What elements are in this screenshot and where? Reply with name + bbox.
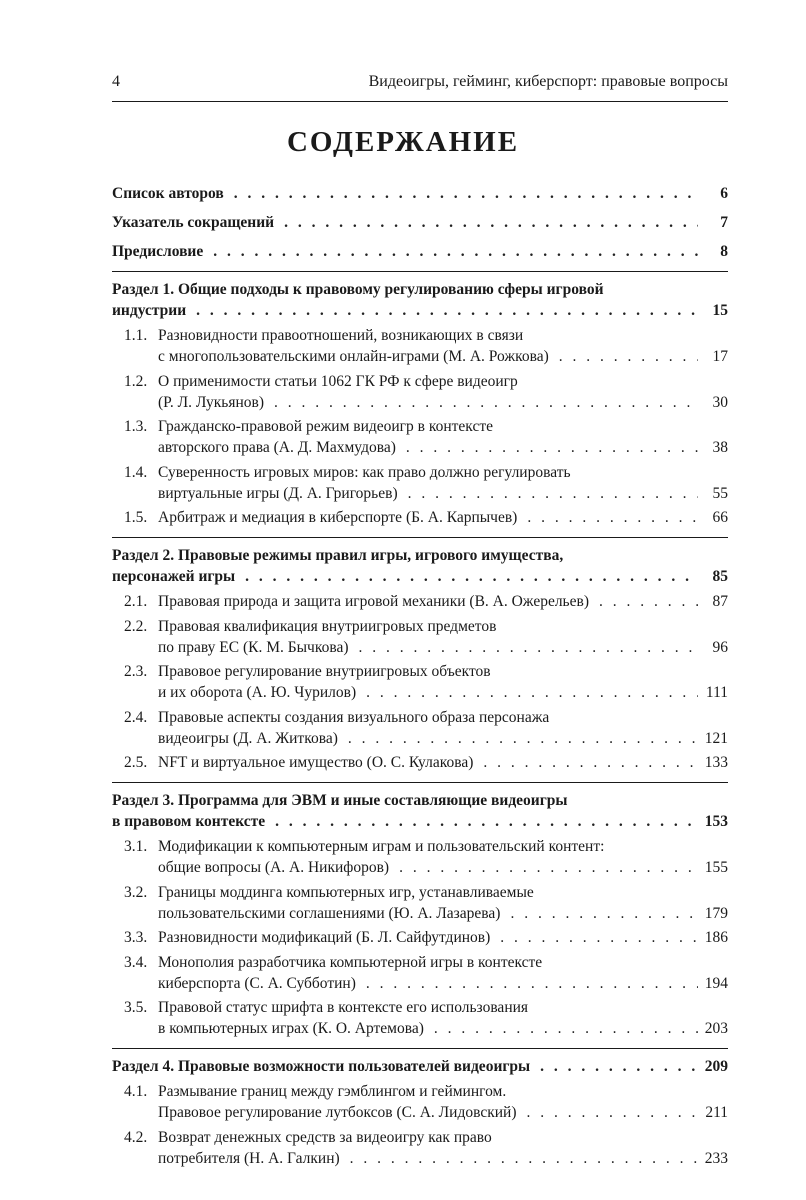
dot-leader bbox=[350, 1148, 698, 1169]
toc-entry-leader-line bbox=[112, 183, 728, 204]
chapter-title bbox=[158, 752, 728, 773]
toc-entry-page: 38 bbox=[712, 439, 728, 456]
toc-section-line: Раздел 3. Программа для ЭВМ и иные составляющие видеоигры bbox=[112, 792, 568, 809]
toc-entry-text: Правовая природа и защита игровой механики (В. А. Ожерельев) bbox=[158, 593, 589, 610]
chapter-title-line: Правовое регулирование внутриигровых объектов bbox=[158, 663, 491, 680]
chapter-number: 2.4. bbox=[124, 708, 148, 726]
toc-top-entry[interactable] bbox=[112, 212, 728, 233]
toc-entry-leader-line bbox=[158, 728, 728, 749]
toc-top-entry[interactable] bbox=[112, 241, 728, 262]
chapter-number: 1.5. bbox=[124, 509, 148, 526]
toc-entry-page: 211 bbox=[705, 1104, 728, 1121]
toc-chapter-entry[interactable] bbox=[112, 752, 728, 773]
toc-chapter-entry[interactable] bbox=[112, 325, 728, 367]
dot-leader bbox=[559, 346, 698, 367]
chapter-title-line: Суверенность игровых миров: как право должно регулировать bbox=[158, 463, 571, 481]
dot-leader bbox=[406, 437, 698, 458]
toc-entry-page: 66 bbox=[712, 509, 728, 526]
toc-entry-page: 155 bbox=[704, 859, 728, 876]
dot-leader bbox=[510, 903, 698, 924]
toc-entry-page: 133 bbox=[704, 754, 728, 771]
toc-entry-page: 8 bbox=[720, 243, 728, 260]
dot-leader bbox=[527, 1102, 698, 1123]
chapter-title-line: Правовая квалификация внутриигровых предметов bbox=[158, 617, 497, 635]
chapter-number: 3.3. bbox=[124, 929, 148, 946]
toc-entry-text: в компьютерных играх (К. О. Артемова) bbox=[158, 1020, 424, 1037]
chapter-number: 3.2. bbox=[124, 883, 148, 901]
toc-chapter-entry[interactable] bbox=[112, 416, 728, 458]
toc-entry-text: персонажей игры bbox=[112, 568, 236, 585]
toc-entry-text: Предисловие bbox=[112, 243, 204, 260]
toc-section-line: Раздел 1. Общие подходы к правовому регулированию сферы игровой bbox=[112, 281, 604, 298]
toc-section-heading[interactable] bbox=[112, 790, 728, 832]
dot-leader bbox=[366, 682, 698, 703]
toc-entry-text: Разновидности модификаций (Б. Л. Сайфутдинов) bbox=[158, 929, 491, 946]
dot-leader bbox=[500, 927, 698, 948]
chapter-title bbox=[158, 661, 728, 703]
toc-entry-text: Правовое регулирование лутбоксов (С. А. Лидовский) bbox=[158, 1104, 517, 1121]
toc-entry-page: 96 bbox=[712, 638, 728, 656]
toc-chapter-entry[interactable] bbox=[112, 707, 728, 749]
section-divider bbox=[112, 1048, 728, 1049]
toc-chapter-entry[interactable] bbox=[112, 661, 728, 703]
toc-chapter-entry[interactable] bbox=[112, 836, 728, 878]
toc-section-heading[interactable] bbox=[112, 1056, 728, 1077]
dot-leader bbox=[213, 241, 698, 262]
toc-entry-text: Раздел 4. Правовые возможности пользователей видеоигры bbox=[112, 1058, 531, 1075]
toc-entry-leader-line bbox=[112, 566, 728, 587]
dot-leader bbox=[527, 507, 698, 528]
dot-leader bbox=[245, 566, 698, 587]
toc-chapter-entry[interactable] bbox=[112, 1127, 728, 1169]
toc-entry-leader-line bbox=[158, 927, 728, 948]
chapter-title-line: Правовые аспекты создания визуального образа персонажа bbox=[158, 708, 550, 726]
dot-leader bbox=[483, 752, 698, 773]
toc-entry-leader-line bbox=[158, 392, 728, 413]
toc-entry-page: 179 bbox=[704, 904, 728, 922]
toc-entry-text: киберспорта (С. А. Субботин) bbox=[158, 974, 356, 992]
chapter-title-line: Размывание границ между гэмблингом и геймингом. bbox=[158, 1083, 507, 1100]
header-rule bbox=[112, 101, 728, 102]
toc-top-entry[interactable] bbox=[112, 183, 728, 204]
dot-leader bbox=[399, 857, 698, 878]
chapter-title bbox=[158, 416, 728, 458]
chapter-title bbox=[158, 952, 728, 994]
chapter-number: 1.3. bbox=[124, 418, 148, 435]
page-number: 4 bbox=[112, 73, 120, 90]
chapter-number: 2.1. bbox=[124, 593, 148, 610]
chapter-number: 1.2. bbox=[124, 372, 148, 390]
chapter-title bbox=[158, 462, 728, 504]
chapter-title-line: Монополия разработчика компьютерной игры в контексте bbox=[158, 953, 543, 971]
toc-entry-text: видеоигры (Д. А. Житкова) bbox=[158, 729, 338, 747]
toc-entry-page: 15 bbox=[712, 302, 728, 319]
toc-entry-page: 233 bbox=[704, 1149, 728, 1167]
dot-leader bbox=[234, 183, 698, 204]
toc-entry-leader-line bbox=[158, 903, 728, 924]
dot-leader bbox=[358, 637, 698, 658]
chapter-title bbox=[158, 507, 728, 528]
chapter-number: 3.1. bbox=[124, 838, 148, 855]
chapter-title bbox=[158, 1081, 728, 1123]
chapter-title bbox=[158, 927, 728, 948]
toc-entry-page: 194 bbox=[704, 974, 728, 992]
chapter-title-line: Модификации к компьютерным играм и пользовательский контент: bbox=[158, 838, 605, 855]
toc-entry-leader-line bbox=[112, 811, 728, 832]
toc-entry-leader-line bbox=[112, 1056, 728, 1077]
toc-entry-text: (Р. Л. Лукьянов) bbox=[158, 393, 264, 411]
toc-chapter-entry[interactable] bbox=[112, 462, 728, 504]
toc-entry-leader-line bbox=[158, 507, 728, 528]
toc-entry-leader-line bbox=[158, 1102, 728, 1123]
chapter-number: 2.2. bbox=[124, 617, 148, 635]
toc-entry-text: в правовом контексте bbox=[112, 813, 266, 830]
toc-entry-page: 85 bbox=[712, 568, 728, 585]
toc-chapter-entry[interactable] bbox=[112, 507, 728, 528]
toc-chapter-entry[interactable] bbox=[112, 952, 728, 994]
toc-section-heading[interactable] bbox=[112, 279, 728, 321]
toc-entry-leader-line bbox=[158, 1018, 728, 1039]
chapter-title-line: Границы моддинга компьютерных игр, устанавливаемые bbox=[158, 883, 534, 901]
chapter-title-line: Гражданско-правовой режим видеоигр в контексте bbox=[158, 418, 493, 435]
toc-entry-text: Список авторов bbox=[112, 185, 224, 202]
toc-chapter-entry[interactable] bbox=[112, 616, 728, 658]
toc-entry-leader-line bbox=[158, 1148, 728, 1169]
chapter-title bbox=[158, 882, 728, 924]
toc-entry-page: 55 bbox=[712, 484, 728, 502]
dot-leader bbox=[284, 212, 698, 233]
toc-entry-leader-line bbox=[158, 752, 728, 773]
chapter-title bbox=[158, 325, 728, 367]
toc-entry-leader-line bbox=[158, 437, 728, 458]
toc-entry-text: индустрии bbox=[112, 302, 187, 319]
toc-entry-leader-line bbox=[158, 682, 728, 703]
chapter-number: 3.4. bbox=[124, 953, 148, 971]
toc-entry-leader-line bbox=[158, 857, 728, 878]
toc-entry-leader-line bbox=[112, 300, 728, 321]
toc-entry-page: 87 bbox=[712, 593, 728, 610]
toc-entry-page: 121 bbox=[704, 729, 728, 747]
chapter-title-line: Правовой статус шрифта в контексте его использования bbox=[158, 999, 529, 1016]
chapter-number: 4.1. bbox=[124, 1083, 148, 1100]
toc-entry-page: 7 bbox=[720, 214, 728, 231]
toc-entry-page: 6 bbox=[720, 185, 728, 202]
toc-section-line: Раздел 2. Правовые режимы правил игры, игрового имущества, bbox=[112, 547, 564, 564]
toc-entry-text: пользовательскими соглашениями (Ю. А. Лазарева) bbox=[158, 904, 501, 922]
book-title: Видеоигры, гейминг, киберспорт: правовые вопросы bbox=[368, 73, 728, 90]
dot-leader bbox=[348, 728, 698, 749]
toc-entry-text: NFT и виртуальное имущество (О. С. Кулакова) bbox=[158, 754, 474, 771]
toc-entry-leader-line bbox=[158, 591, 728, 612]
chapter-title bbox=[158, 1127, 728, 1169]
toc-entry-leader-line bbox=[158, 483, 728, 504]
dot-leader bbox=[434, 1018, 698, 1039]
dot-leader bbox=[408, 483, 698, 504]
toc-entry-text: потребителя (Н. А. Галкин) bbox=[158, 1149, 340, 1167]
toc-entry-text: с многопользовательскими онлайн-играми (М. А. Рожкова) bbox=[158, 348, 549, 365]
chapter-title-line: О применимости статьи 1062 ГК РФ к сфере видеоигр bbox=[158, 372, 518, 390]
toc-entry-leader-line bbox=[158, 346, 728, 367]
toc-chapter-entry[interactable] bbox=[112, 997, 728, 1039]
dot-leader bbox=[599, 591, 698, 612]
toc-entry-page: 186 bbox=[704, 929, 728, 946]
toc-entry-page: 203 bbox=[704, 1020, 728, 1037]
section-divider bbox=[112, 537, 728, 538]
chapter-title bbox=[158, 997, 728, 1039]
toc-chapter-entry[interactable] bbox=[112, 371, 728, 413]
toc-entry-page: 111 bbox=[705, 684, 728, 701]
chapter-number: 3.5. bbox=[124, 999, 148, 1016]
chapter-number: 1.4. bbox=[124, 463, 148, 481]
chapter-title bbox=[158, 371, 728, 413]
chapter-number: 1.1. bbox=[124, 327, 148, 344]
toc-chapter-entry[interactable] bbox=[112, 882, 728, 924]
toc-chapter-entry[interactable] bbox=[112, 591, 728, 612]
dot-leader bbox=[275, 811, 698, 832]
toc-section-heading[interactable] bbox=[112, 545, 728, 587]
toc-entry-text: авторского права (А. Д. Махмудова) bbox=[158, 439, 396, 456]
toc-chapter-entry[interactable] bbox=[112, 1081, 728, 1123]
chapter-number: 4.2. bbox=[124, 1128, 148, 1146]
table-of-contents bbox=[112, 183, 728, 1172]
dot-leader bbox=[196, 300, 698, 321]
section-divider bbox=[112, 271, 728, 272]
dot-leader bbox=[540, 1056, 698, 1077]
toc-entry-leader-line bbox=[112, 212, 728, 233]
chapter-title-line: Возврат денежных средств за видеоигру как право bbox=[158, 1128, 492, 1146]
chapter-title bbox=[158, 616, 728, 658]
toc-entry-leader-line bbox=[158, 973, 728, 994]
toc-entry-page: 30 bbox=[712, 393, 728, 411]
dot-leader bbox=[274, 392, 698, 413]
toc-entry-text: Указатель сокращений bbox=[112, 214, 275, 231]
chapter-title-line: Разновидности правоотношений, возникающих в связи bbox=[158, 327, 524, 344]
toc-entry-page: 209 bbox=[704, 1058, 728, 1075]
toc-entry-page: 17 bbox=[712, 348, 728, 365]
toc-heading: СОДЕРЖАНИЕ bbox=[286, 126, 520, 158]
toc-entry-text: по праву ЕС (К. М. Бычкова) bbox=[158, 638, 349, 656]
chapter-title bbox=[158, 836, 728, 878]
chapter-title bbox=[158, 591, 728, 612]
chapter-number: 2.5. bbox=[124, 754, 148, 771]
chapter-title bbox=[158, 707, 728, 749]
toc-entry-text: виртуальные игры (Д. А. Григорьев) bbox=[158, 484, 398, 502]
section-divider bbox=[112, 782, 728, 783]
dot-leader bbox=[366, 973, 698, 994]
toc-entry-text: общие вопросы (А. А. Никифоров) bbox=[158, 859, 390, 876]
toc-entry-leader-line bbox=[112, 241, 728, 262]
toc-entry-text: Арбитраж и медиация в киберспорте (Б. А. Карпычев) bbox=[158, 509, 518, 526]
toc-entry-text: и их оборота (А. Ю. Чурилов) bbox=[158, 684, 357, 701]
toc-chapter-entry[interactable] bbox=[112, 927, 728, 948]
toc-entry-page: 153 bbox=[704, 813, 728, 830]
chapter-number: 2.3. bbox=[124, 663, 148, 680]
toc-entry-leader-line bbox=[158, 637, 728, 658]
